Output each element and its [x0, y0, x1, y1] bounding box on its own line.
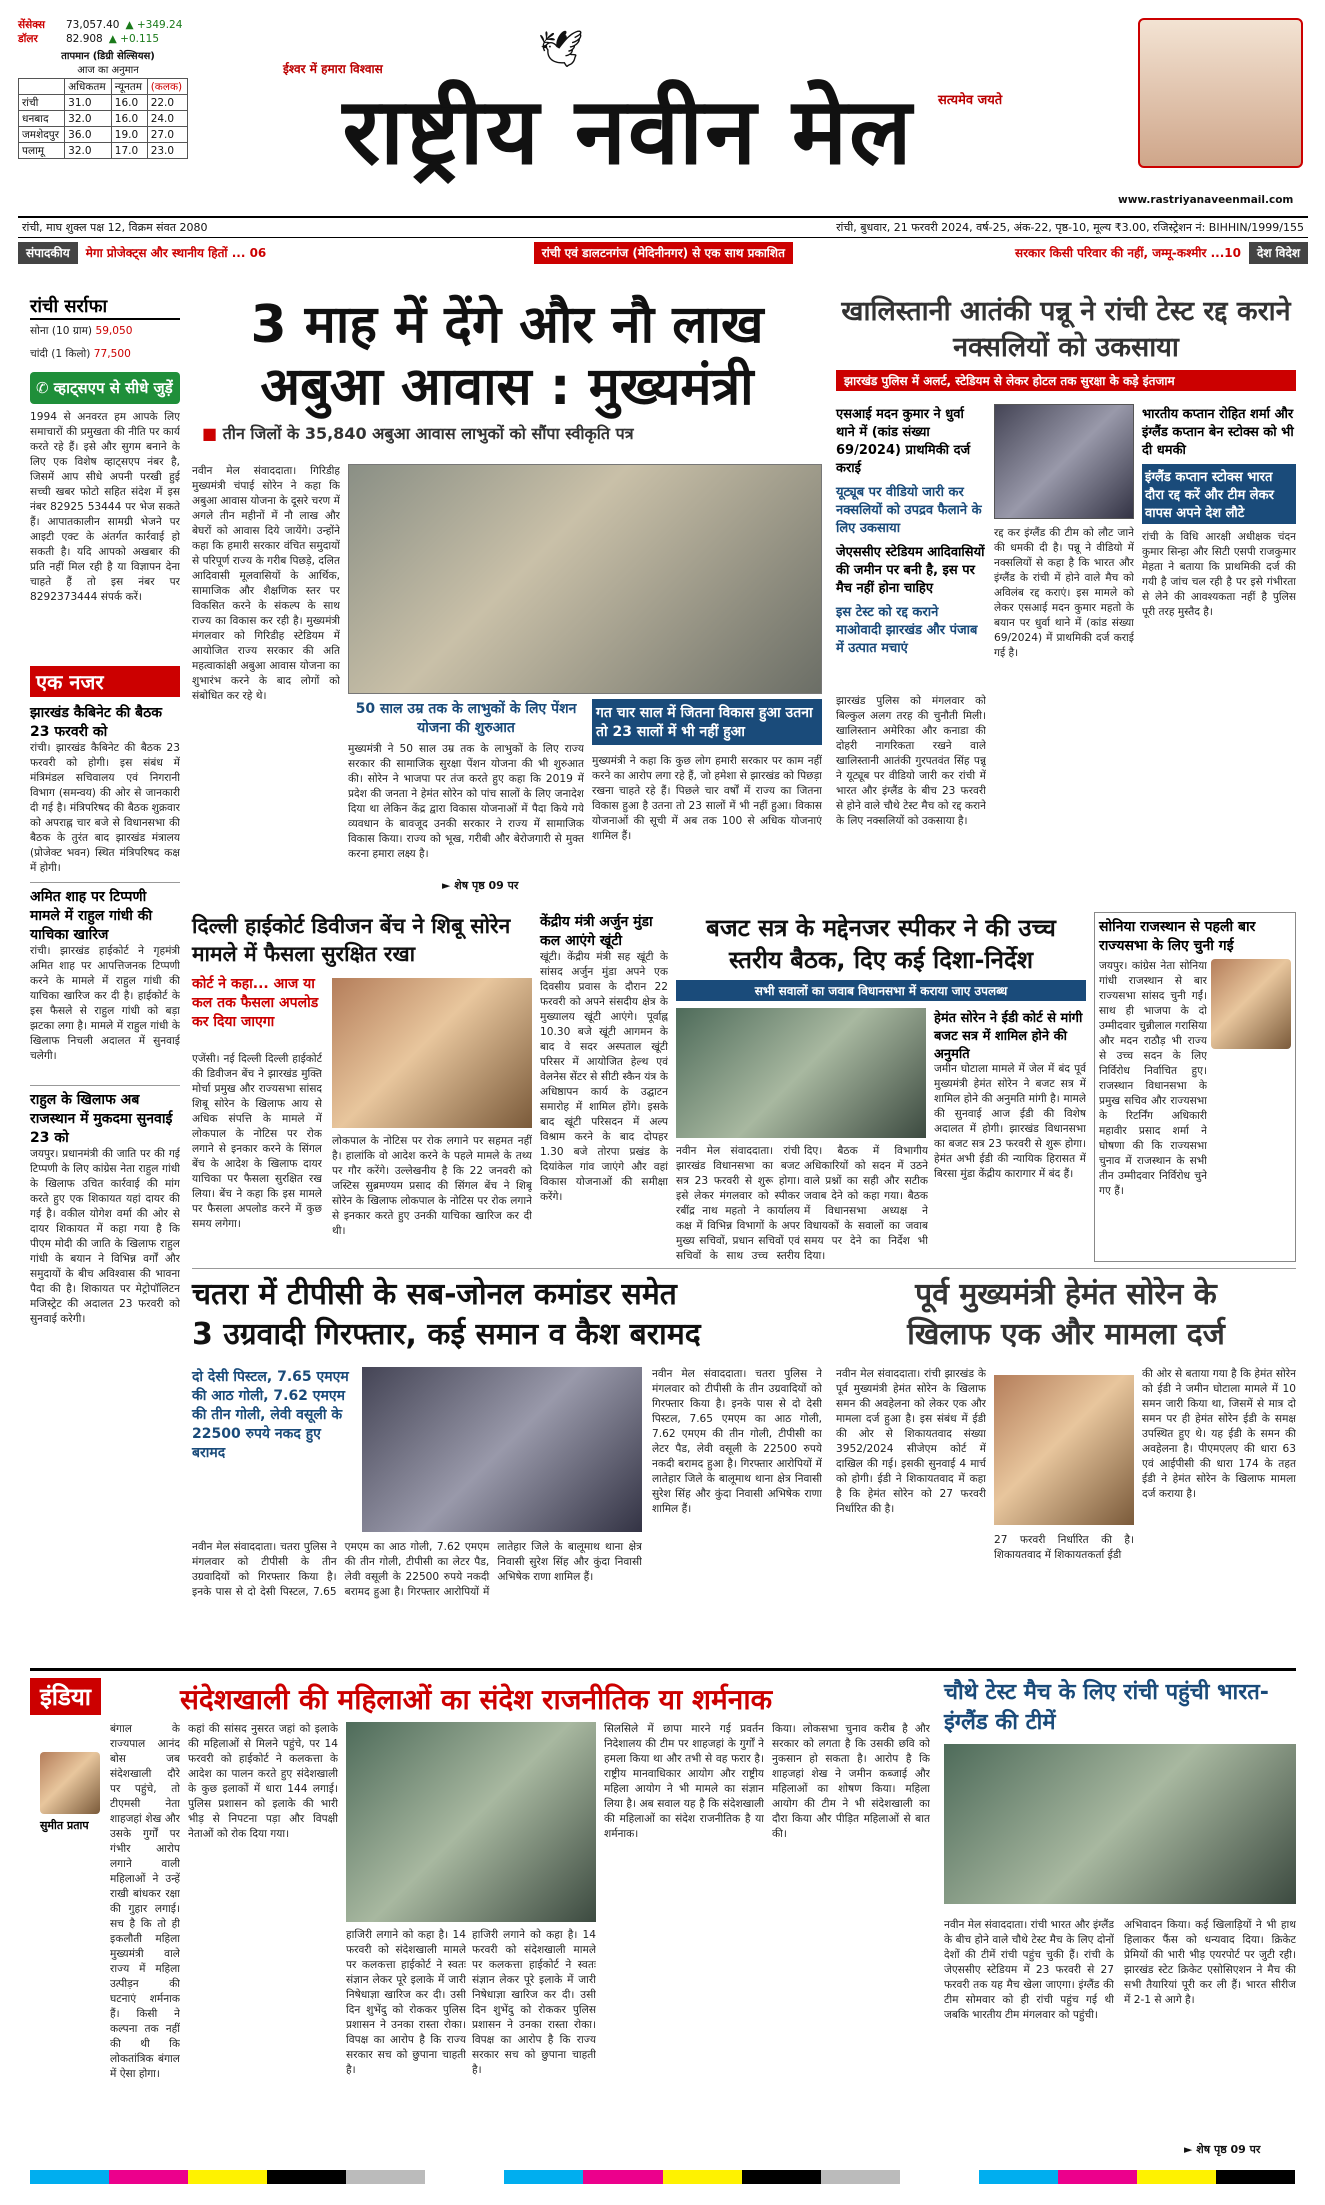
weather-cell: 16.0 — [111, 111, 147, 127]
gold-value: 59,050 — [95, 325, 133, 337]
khalistan-sidebar — [1142, 404, 1296, 690]
hc-headline: दिल्ली हाईकोर्ट डिवीजन बेंच ने शिबू सोरेन मामले में फैसला सुरक्षित रखा — [192, 914, 511, 966]
chatra-photo — [362, 1367, 642, 1532]
lead-subheadline-text: तीन जिलों के 35,840 अबुआ आवास लाभुकों को सौंपा स्वीकृति पत्र — [222, 424, 634, 443]
weather-head: अधिकतम — [65, 79, 112, 95]
hemant-body: नवीन मेल संवाददाता। रांची झारखंड के पूर्व मुख्यमंत्री हेमंत सोरेन के खिलाफ समन की अवहेलना को लेकर एक और मामला दर्ज हुआ है। इस संबंध में ईडी की ओर से शिकायतवाद संख्या 3952/2024 सीजेएम कोर्ट में दाखिल की गई। इसकी सुनवाई 4 मार्च को होगी। ईडी ने शिकायतवाद में कहा है कि हेमंत सोरेन को 27 फरवरी निर्धारित की है। — [836, 1368, 986, 1515]
chatra-story — [192, 1275, 822, 1660]
brief-text: रांची। झारखंड हाईकोर्ट ने गृहमंत्री अमित शाह पर आपत्तिजनक टिप्पणी करने के मामले में राहुल गांधी की याचिका खारिज कर दी है। हाईकोर्ट के इस फैसले से राहुल गांधी को बड़ा झटका लगा है। मामले में राहुल गांधी के खिलाफ निचली अदालत में सुनवाई चलेगी। — [30, 945, 180, 1062]
columnist-name: सुमीत प्रताप — [40, 1819, 89, 1832]
weather-cell: 31.0 — [65, 95, 112, 111]
india-body: कहां की सांसद नुसरत जहां को इलाके की महिलाओं से मिलने पहुंचे, पर 14 फरवरी को हाईकोर्ट ने कलकत्ता के आदेश का पालन करते हुए संदेशखाली के कुछ इलाकों में धारा 144 लगाई। पुलिस प्रशासन को इलाके की भारी भीड़ से निपटना पड़ा और विपक्षी नेताओं को रोक दिया गया। — [188, 1723, 338, 1840]
hemant-caption: 27 फरवरी निर्धारित की है। शिकायतवाद में शिकायतकर्ता ईडी — [994, 1534, 1134, 1561]
weather-cell: 23.0 — [147, 143, 187, 159]
weather-cell: 36.0 — [65, 127, 112, 143]
budget-body: दिए। बैठक में विभागीय अधिकारियों को सदन में उठने वाले प्रश्नों का सही और सटीक जवाब देने को कहा गया। बैठक में विधानसभा अध्यक्ष ने विधायकों के सवालों का जवाब समय पर देने का निर्देश भी दिया। — [804, 1145, 928, 1262]
hc-body: एजेंसी। नई दिल्ली दिल्ली हाईकोर्ट की डिवीजन बेंच ने झारखंड मुक्ति मोर्चा प्रमुख और राज्यसभा सांसद शिबू सोरेन के खिलाफ आय से अधिक संपत्ति के मामले में लोकपाल के नोटिस पर रोक लगाने से इनकार करने के सिंगल बेंच के आदेश के खिलाफ दायर याचिका पर फैसला सुरक्षित रख लिया। बेंच ने कहा कि इस मामले पर फैसला अपलोड करने में कुछ समय लगेगा। — [192, 1053, 322, 1230]
brief-headline: झारखंड कैबिनेट की बैठक 23 फरवरी को — [30, 705, 162, 740]
budget-meeting-photo — [676, 1008, 926, 1138]
munda-headline: केंद्रीय मंत्री अर्जुन मुंडा कल आएंगे खूंटी — [540, 914, 653, 949]
whatsapp-text: 1994 से अनवरत हम आपके लिए समाचारों की प्रमुखता की नीति पर कार्य करते रहे हैं। इसे और सुगम बनाने के लिए एक विशेष व्हाट्सएप नंबर है, जिसमें आप सीधे अपनी परखी हुई सच्ची खबर फोटो सहित संदेश में इस नंबर 82925 53444 पर भेज सकते हैं। आपातकालीन सामग्री भेजने पर आइटी एक्ट के अंतर्गत कार्रवाई हो सकती है। यदि आपको अखबार की प्रति नहीं मिल रही है या विज्ञापन देना चाहते हैं तो इस नंबर पर 8292373444 संपर्क करें। — [30, 411, 180, 603]
test-body: अभिवादन किया। कई खिलाड़ियों ने भी हाथ हिलाकर फैंस को धन्यवाद दिया। क्रिकेट प्रेमियों की भारी भीड़ एयरपोर्ट पर जुटी रही। झारखंड स्टेट क्रिकेट एसोसिएशन ने मैच की सभी तैयारियां पूरी कर ली हैं। भारत सीरीज में 2-1 से आगे है। — [1124, 1919, 1296, 2006]
weather-cell: 32.0 — [65, 111, 112, 127]
lead-story — [192, 294, 822, 899]
weather-cell: पलामू — [19, 143, 65, 159]
budget-headline: बजट सत्र के मद्देनजर स्पीकर ने की उच्च स्तरीय बैठक, दिए कई दिशा-निर्देश — [706, 914, 1056, 974]
lead-subheadline — [192, 422, 822, 444]
hemant-ed-box — [934, 1008, 1086, 1242]
chatra-headline-line2: 3 उग्रवादी गिरफ्तार, कई समान व कैश बरामद — [192, 1317, 701, 1352]
weather-table — [18, 78, 188, 159]
hemant-ed-headline: हेमंत सोरेन ने ईडी कोर्ट से मांगी बजट सत्र में शामिल होने की अनुमति — [934, 1011, 1083, 1062]
india-body: सिलसिले में छापा मारने गई प्रवर्तन निदेशालय की टीम पर शाहजहां के गुर्गों ने हमला किया था और तभी से वह फरार है। राष्ट्रीय मानवाधिकार आयोग और राष्ट्रीय महिला आयोग ने भी मामले का संज्ञान लिया है। अब सवाल यह है कि संदेशखाली की महिलाओं का संदेश राजनीतिक है या शर्मनाक। — [604, 1723, 764, 1840]
chatra-headline-line1: चतरा में टीपीसी के सब-जोनल कमांडर समेत — [192, 1277, 677, 1312]
weather-cell: 24.0 — [147, 111, 187, 127]
sidebar-text: रांची के विधि आरक्षी अधीक्षक चंदन कुमार सिन्हा और सिटी एसपी राजकुमार मेहता ने बताया कि प्राथमिकी दर्ज की गयी है जांच चल रही है पर इसे गंभीरता से लेने की आवश्यकता नहीं है पुलिस पूरी तरह मुस्तैद है। — [1142, 531, 1296, 618]
sensex-value: 73,057.40 — [66, 19, 120, 31]
khalistan-point: एसआई मदन कुमार ने धुर्वा थाने में (कांड संख्या 69/2024) प्राथमिकी दर्ज कराई — [836, 407, 971, 476]
hemant-ed-body: जमीन घोटाला मामले में जेल में बंद पूर्व मुख्यमंत्री हेमंत सोरेन ने बजट सत्र में शामिल होने की अनुमति मांगी है। मामले की सुनवाई आज ईडी की विशेष अदालत में होगी। झारखंड विधानसभा का बजट सत्र 23 फरवरी से शुरू होगा। हेमंत अभी ईडी की न्यायिक हिरासत में बिरसा मुंडा केंद्रीय कारागार में बंद हैं। — [934, 1063, 1086, 1180]
left-column — [30, 294, 180, 1654]
weather-cell: 22.0 — [147, 95, 187, 111]
sensex-label: सेंसेक्स — [18, 19, 45, 31]
whatsapp-icon: ✆ — [36, 379, 54, 397]
brief-headline: अमित शाह पर टिप्पणी मामले में राहुल गांधी की याचिका खारिज — [30, 882, 180, 944]
gold-label: सोना (10 ग्राम) — [30, 325, 93, 337]
sidebar-headline: इंग्लैंड कप्तान स्टोक्स भारत दौरा रद्द करें और टीम लेकर वापस अपने देश लौटे — [1142, 464, 1296, 524]
whatsapp-label: व्हाट्सएप से सीधे जुड़ें — [53, 379, 173, 397]
khalistan-point: यूट्यूब पर वीडियो जारी कर नक्सलियों को उपद्रव फैलाने के लिए उकसाया — [836, 485, 982, 536]
tagline-left: ईश्वर में हमारा विश्वास — [283, 62, 383, 76]
lead-body: नवीन मेल संवाददाता। गिरिडीह मुख्यमंत्री चंपाई सोरेन ने कहा कि अबुआ आवास योजना के दूसरे चरण में अगले तीन महीनों में नौ लाख और बेघरों को आवास दिये जायेंगे। उन्होंने कहा कि हमारी सरकार वंचित समुदायों से परिपूर्ण राज्य के गरीब पिछड़े, दलित आदिवासी मूलवासियों के आर्थिक, सामाजिक और शैक्षणिक स्तर पर विकसित करने के संकल्प के साथ राज्य का विकास कर रही है। मुख्यमंत्री मंगलवार को गिरिडीह स्टेडियम में आयोजित राज्य सरकार की अति महत्वाकांक्षी अबुआ आवास योजना का शुभारंभ करने के बाद लोगों को संबोधित कर रहे थे। — [192, 465, 340, 702]
continued-link[interactable] — [1184, 2142, 1260, 2157]
budget-body: नवीन मेल संवाददाता। रांची झारखंड विधानसभा का बजट सत्र 23 फरवरी से शुरू होगा। इसे लेकर मंगलवार को स्पीकर रबींद्र नाथ महतो ने कार्यालय कक्ष में विभिन्न विभागों के अपर मुख्य सचिवों, प्रधान सचिवों एवं सचिवों के साथ उच्च स्तरीय — [676, 1145, 800, 1262]
dove-icon: 🕊 — [538, 29, 584, 70]
lead-headline-line1: 3 माह में देंगे और नौ लाख — [250, 295, 764, 355]
chatra-body: नवीन मेल संवाददाता। चतरा पुलिस ने मंगलवार को टीपीसी के तीन उग्रवादियों को गिरफ्तार किया है। इनके पास से दो देसी पिस्टल, 7.65 एमएम का आठ गोली, 7.62 एमएम की तीन गोली, टीपीसी का लेटर पैड, लेवी वसूली के 22500 रुपये नकदी बरामद हुआ है। गिरफ्तार आरोपियों में लातेहार जिले के बालूमाथ थाना क्षेत्र निवासी सुरेश सिंह और कुंदा निवासी अभिषेक राणा शामिल हैं। — [652, 1368, 822, 1515]
hemant-headline-line1: पूर्व मुख्यमंत्री हेमंत सोरेन के — [915, 1277, 1217, 1312]
test-match-story — [944, 1678, 1296, 2163]
hemant-headline-line2: खिलाफ एक और मामला दर्ज — [907, 1317, 1225, 1352]
weather-head: न्यूनतम — [111, 79, 147, 95]
sonia-headline: सोनिया राजस्थान से पहली बार राज्यसभा के लिए चुनी गई — [1099, 919, 1256, 954]
lead-body: मुख्यमंत्री ने 50 साल उम्र तक के लाभुकों के लिए राज्य सरकार की सामाजिक सुरक्षा पेंशन योजना की भी शुरुआत की। सोरेन ने भाजपा पर तंज करते हुए कहा कि 2019 में प्रदेश की जनता ने हेमंत सोरेन को पांच सालों के लिए जनादेश दिया था लेकिन केंद्र द्वारा विकास योजनाओं में पैदा किये गये व्यवधान के बावजूद उनकी सरकार ने राज्य में सामाजिक विकास किया। राज्य को भूख, गरीबी और बेरोजगारी से मुक्त करना हमारा लक्ष्य है। — [348, 743, 584, 860]
website-link[interactable]: www.rastriyanaveenmail.com — [1118, 194, 1294, 206]
munda-story — [540, 912, 668, 1262]
sarafa-title: रांची सर्राफा — [30, 294, 180, 320]
lead-photo-caption: 50 साल उम्र तक के लाभुकों के लिए पेंशन योजना की शुरुआत — [355, 701, 577, 736]
lead-photo — [348, 464, 822, 694]
weather-subtitle: आज का अनुमान — [77, 65, 139, 76]
pannun-photo — [994, 404, 1134, 519]
test-body: नवीन मेल संवाददाता। रांची भारत और इंग्लैंड के बीच होने वाले चौथे टेस्ट मैच के लिए दोनों देशों की टीमें रांची पहुंच चुकी हैं। रांची के जेएससीए स्टेडियम में 23 फरवरी से 27 फरवरी तक यह मैच खेला जाएगा। इंग्लैंड की टीम सोमवार को ही रांची पहुंच गई थी जबकि भारतीय टीम मंगलवार को पहुंची। — [944, 1919, 1114, 2021]
weather-cell: जमशेदपुर — [19, 127, 65, 143]
chatra-body: नवीन मेल संवाददाता। चतरा पुलिस ने मंगलवार को टीपीसी के तीन उग्रवादियों को गिरफ्तार किया है। इनके पास से दो देसी पिस्टल, 7.65 एमएम का आठ गोली, 7.62 एमएम की तीन गोली, टीपीसी का लेटर पैड, लेवी वसूली के 22500 रुपये नकदी बरामद हुआ है। गिरफ्तार आरोपियों में लातेहार जिले के बालूमाथ थाना क्षेत्र निवासी सुरेश सिंह और कुंदा निवासी अभिषेक राणा शामिल हैं। — [192, 1541, 642, 1598]
hemant-body: की ओर से बताया गया है कि हेमंत सोरेन को ईडी ने जमीन घोटाला मामले में 10 समन जारी किया था, जिसमें से मात्र दो समन पर ही हेमंत सोरेन ईडी के समक्ष उपस्थित हुए थे। यह ईडी के समन की अवहेलना है। पीएमएलए की धारा 63 एवं आईपीसी की धारा 174 के तहत ईडी ने हेमंत सोरेन के खिलाफ मामला दर्ज कराया है। — [1142, 1368, 1296, 1500]
chatra-seizure: दो देसी पिस्टल, 7.65 एमएम की आठ गोली, 7.62 एमएम की तीन गोली, लेवी वसूली के 22500 रुपये नकद हुए बरामद — [192, 1369, 349, 1461]
dollar-label: डॉलर — [18, 33, 38, 45]
weather-cell: धनबाद — [19, 111, 65, 127]
india-headline: संदेशखाली की महिलाओं का संदेश राजनीतिक या शर्मनाक — [180, 1683, 773, 1716]
bullet-icon: ■ — [202, 424, 223, 443]
strip-editorial[interactable]: संपादकीय — [18, 242, 78, 264]
india-section — [30, 1678, 930, 2163]
section-strip — [18, 242, 1308, 264]
khalistan-body: झारखंड पुलिस को मंगलवार को बिल्कुल अलग तरह की चुनौती मिली। खालिस्तान अमेरिका और कनाडा की दोहरी नागरिकता रखने वाले खालिस्तानी आतंकी गुरपतवंत सिंह पन्नू ने यूट्यूब पर वीडियो जारी कर रांची में भारत और इंग्लैंड के बीच 23 फरवरी से होने वाले चौथे टेस्ट मैच को रद्द कराने के लिए नक्सलियों को उकसाया है। — [836, 695, 986, 827]
india-body: हाजिरी लगाने को कहा है। 14 फरवरी को संदेशखाली मामले पर कलकत्ता हाईकोर्ट ने स्वतः संज्ञान लेकर पूरे इलाके में जारी निषेधाज्ञा खारिज कर दी। उसी दिन शुभेंदु को रोककर पुलिस प्रशासन ने उनका रास्ता रोका। विपक्ष का आरोप है कि राज्य सरकार सच को छुपाना चाहती है। — [472, 1929, 596, 2076]
lead-body: मुख्यमंत्री ने कहा कि कुछ लोग हमारी सरकार पर काम नहीं करने का आरोप लगा रहे हैं, जो हमेशा से झारखंड को पिछड़ा रखना चाहते रहे हैं। पिछले चार वर्षों में राज्य का जितना विकास हुआ है उतना तो 23 सालों में भी नहीं हुआ। विकास योजनाओं की सूची में अब तक 100 से अधिक योजनाएं शामिल हैं। — [592, 755, 822, 842]
khalistan-headline: खालिस्तानी आतंकी पन्नू ने रांची टेस्ट रद्द कराने नक्सलियों को उकसाया — [841, 296, 1291, 363]
ek-nazar-title: एक नजर — [30, 666, 180, 697]
sensex-change: ▲ +349.24 — [125, 19, 183, 31]
weather-box — [18, 48, 198, 159]
weather-title: तापमान (डिग्री सेल्सियस) — [61, 51, 155, 62]
weather-cell: 17.0 — [111, 143, 147, 159]
sonia-photo — [1211, 959, 1291, 1049]
strip-item[interactable]: मेगा प्रोजेक्ट्स और स्थानीय हितों ... 06 — [85, 246, 267, 260]
silver-label: चांदी (1 किलो) — [30, 348, 91, 360]
budget-tag: सभी सवालों का जवाब विधानसभा में कराया जाए उपलब्ध — [676, 980, 1086, 1001]
pm-portrait — [1138, 18, 1303, 168]
dateline-center: रांची, बुधवार, 21 फरवरी 2024, वर्ष-25, अंक-22, पृष्ठ-10, मूल्य ₹3.00, रजिस्ट्रेशन नं: BIHHIN/1999/155 — [836, 221, 1304, 234]
lead-headline-line2: अबुआ आवास : मुख्यमंत्री — [260, 357, 754, 417]
strip-world[interactable]: देश विदेश — [1249, 242, 1308, 264]
india-label: इंडिया — [30, 1678, 101, 1715]
india-body: बंगाल के राज्यपाल आनंद बोस जब संदेशखाली दौरे पर पहुंचे, तो टीएमसी नेता शाहजहां शेख और उसके गुर्गों पर गंभीर आरोप लगाने वाली महिलाओं ने उन्हें राखी बांधकर रक्षा की गुहार लगाई। सच है कि तो ही इकलौती महिला मुख्यमंत्री वाले राज्य में महिला उत्पीड़न की घटनाएं शर्मनाक हैं। किसी ने कल्पना तक नहीं की थी कि लोकतांत्रिक बंगाल में ऐसा होगा। — [110, 1723, 180, 2080]
weather-cell: 32.0 — [65, 143, 112, 159]
test-headline: चौथे टेस्ट मैच के लिए रांची पहुंची भारत-इंग्लैंड की टीमें — [944, 1680, 1269, 1735]
arrow-icon: ► — [442, 879, 455, 892]
dateline — [18, 216, 1308, 238]
brief-headline: राहुल के खिलाफ अब राजस्थान में मुकदमा सुनवाई 23 को — [30, 1085, 180, 1147]
brief-text: रांची। झारखंड कैबिनेट की बैठक 23 फरवरी को होगी। इस संबंध में मंत्रिमंडल सचिवालय एवं निगरानी विभाग (समन्वय) की ओर से जानकारी दी गई है। मंत्रिपरिषद की बैठक शुक्रवार को अपराह्न चार बजे से विधानसभा की बैठक के तुरंत बाद झारखंड मंत्रालय (प्रोजेक्ट भवन) स्थित मंत्रिपरिषद कक्ष में होगी। — [30, 742, 180, 874]
khalistan-points — [836, 404, 986, 662]
sandeshkhali-photo — [346, 1722, 596, 1922]
print-color-bar — [30, 2170, 1295, 2184]
weather-cell: रांची — [19, 95, 65, 111]
whatsapp-banner[interactable] — [30, 372, 180, 404]
hc-body: लोकपाल के नोटिस पर रोक लगाने पर सहमत नहीं है। हालांकि वो आदेश करने के पहले मामले के तथ्य पर गौर करेंगे। उल्लेखनीय है कि 22 जनवरी को जस्टिस सुब्रमण्यम प्रसाद की सिंगल बेंच ने शिबू सोरेन के खिलाफ लोकपाल के नोटिस पर रोक लगाने से इनकार करते हुए उनकी याचिका खारिज कर दी थी। — [332, 1135, 532, 1237]
continued-link[interactable] — [442, 878, 518, 893]
munda-body: खूंटी। केंद्रीय मंत्री सह खूंटी के सांसद अर्जुन मुंडा अपने एक दिवसीय प्रवास के दौरान 22 फरवरी को अपने संसदीय क्षेत्र के मुख्यालय खूंटी आएंगे। पूर्वाह्न 10.30 बजे खूंटी आगमन के बाद वे सदर अस्पताल खूंटी परिसर में आयोजित हेल्थ एवं वेलनेस सेंटर से सीटी स्कैन यंत्र के अधिष्ठापन कार्य के उद्घाटन समारोह में शामिल होंगे। इसके बाद खूंटी परिसदन में अल्प विश्राम करने के बाद दोपहर 1.30 बजे तोरपा प्रखंड के दियांकेल गांव जाएंगे और वहां विकास योजनाओं की समीक्षा करेंगे। — [540, 951, 668, 1203]
weather-head: (कलक) — [147, 79, 187, 95]
sidebar-headline: भारतीय कप्तान रोहित शर्मा और इंग्लैंड कप्तान बेन स्टोक्स को भी दी धमकी — [1142, 407, 1294, 458]
lead-inset: गत चार साल में जितना विकास हुआ उतना तो 23 सालों में भी नहीं हुआ — [592, 699, 822, 745]
khalistan-point: इस टेस्ट को रद्द कराने माओवादी झारखंड और पंजाब में उत्पात मचाएं — [836, 605, 978, 656]
continued-text: शेष पृष्ठ 09 पर — [1196, 2143, 1261, 2156]
khalistan-story — [836, 294, 1296, 899]
weather-cell: 16.0 — [111, 95, 147, 111]
arrow-icon: ► — [1184, 2143, 1197, 2156]
budget-story — [676, 912, 1086, 1262]
khalistan-tag: झारखंड पुलिस में अलर्ट, स्टेडियम से लेकर होटल तक सुरक्षा के कड़े इंतजाम — [836, 370, 1296, 391]
khalistan-body: रद्द कर इंग्लैंड की टीम को लौट जाने की धमकी दी है। पन्नू ने वीडियो में नक्सलियों से कहा है कि भारत और इंग्लैंड के रांची में होने वाले मैच को अविलंब रद्द कराएं। इस मामले को लेकर एसआई मदन कुमार महतो के बयान पर धुर्वा थाने में (कांड संख्या 69/2024) में प्राथमिकी दर्ज कराई गई है। — [994, 527, 1134, 659]
sonia-story — [1094, 912, 1296, 1262]
strip-center: रांची एवं डालटनगंज (मेदिनीनगर) से एक साथ प्रकाशित — [534, 242, 793, 264]
shibu-soren-story — [192, 912, 532, 1262]
dollar-change: ▲ +0.115 — [108, 33, 160, 45]
strip-item[interactable]: सरकार किसी परिवार की नहीं, जम्मू-कश्मीर ...10 — [1015, 246, 1241, 260]
dateline-left: रांची, माघ शुक्ल पक्ष 12, विक्रम संवत 2080 — [22, 221, 208, 234]
team-arrival-photo — [944, 1744, 1296, 1904]
weather-head — [19, 79, 65, 95]
shibu-soren-photo — [332, 978, 532, 1128]
weather-cell: 19.0 — [111, 127, 147, 143]
masthead — [18, 18, 1308, 234]
continued-text: शेष पृष्ठ 09 पर — [454, 879, 519, 892]
hemant-case-story — [836, 1275, 1296, 1660]
tagline-right: सत्यमेव जयते — [938, 93, 1003, 108]
newspaper-title: राष्ट्रीय नवीन मेल — [342, 77, 914, 185]
brief-text: जयपुर। प्रधानमंत्री की जाति पर की गई टिप्पणी के लिए कांग्रेस नेता राहुल गांधी के खिलाफ उचित कार्रवाई की मांग करते हुए एक शिकायत यहां दायर की गई है। वकील योगेश वर्मा की ओर से दायर शिकायत में कहा गया है कि पीएम मोदी की जाति के खिलाफ राहुल गांधी के बयान ने विभिन्न वर्गों और समुदायों के बीच अविश्वास की भावना पैदा की है। शिकायत पर मेट्रोपॉलिटन मजिस्ट्रेट की अदालत 23 फरवरी को सुनवाई करेगी। — [30, 1148, 180, 1325]
weather-cell: 27.0 — [147, 127, 187, 143]
india-body: किया। लोकसभा चुनाव करीब है और सरकार को लगता है कि उसकी छवि को नुकसान हो सकता है। आरोप है कि शाहजहां शेख ने जमीन कब्जाई और महिलाओं का शोषण किया। महिला आयोग की टीम ने भी संदेशखाली का दौरा किया और पीड़ित महिलाओं से बात की। — [772, 1723, 930, 1840]
hc-subheadline: कोर्ट ने कहा... आज या कल तक फैसला अपलोड कर दिया जाएगा — [192, 976, 319, 1030]
silver-value: 77,500 — [93, 348, 131, 360]
sonia-body: जयपुर। कांग्रेस नेता सोनिया गांधी राजस्थान से बार राज्यसभा सांसद चुनी गईं। साथ ही भाजपा के दो उम्मीदवार चुन्नीलाल गरासिया और मदन राठौड़ भी राज्य से उच्च सदन के लिए निर्विरोध निर्वाचित हुए। राजस्थान विधानसभा के प्रमुख सचिव और राज्यसभा के रिटर्निंग अधिकारी महावीर प्रसाद शर्मा ने घोषणा की कि राज्यसभा चुनाव में राजस्थान के सभी तीन उम्मीदवार निर्विरोध चुने गए हैं। — [1099, 960, 1207, 1197]
hemant-photo — [994, 1375, 1134, 1525]
dollar-value: 82.908 — [66, 33, 103, 45]
market-box — [18, 18, 193, 46]
india-body: हाजिरी लगाने को कहा है। 14 फरवरी को संदेशखाली मामले पर कलकत्ता हाईकोर्ट ने स्वतः संज्ञान लेकर पूरे इलाके में जारी निषेधाज्ञा खारिज कर दी। उसी दिन शुभेंदु को रोककर पुलिस प्रशासन ने उनका रास्ता रोका। विपक्ष का आरोप है कि राज्य सरकार सच को छुपाना चाहती है। — [346, 1929, 466, 2076]
khalistan-point: जेएससीए स्टेडियम आदिवासियों की जमीन पर बनी है, इस पर मैच नहीं होना चाहिए — [836, 545, 985, 596]
